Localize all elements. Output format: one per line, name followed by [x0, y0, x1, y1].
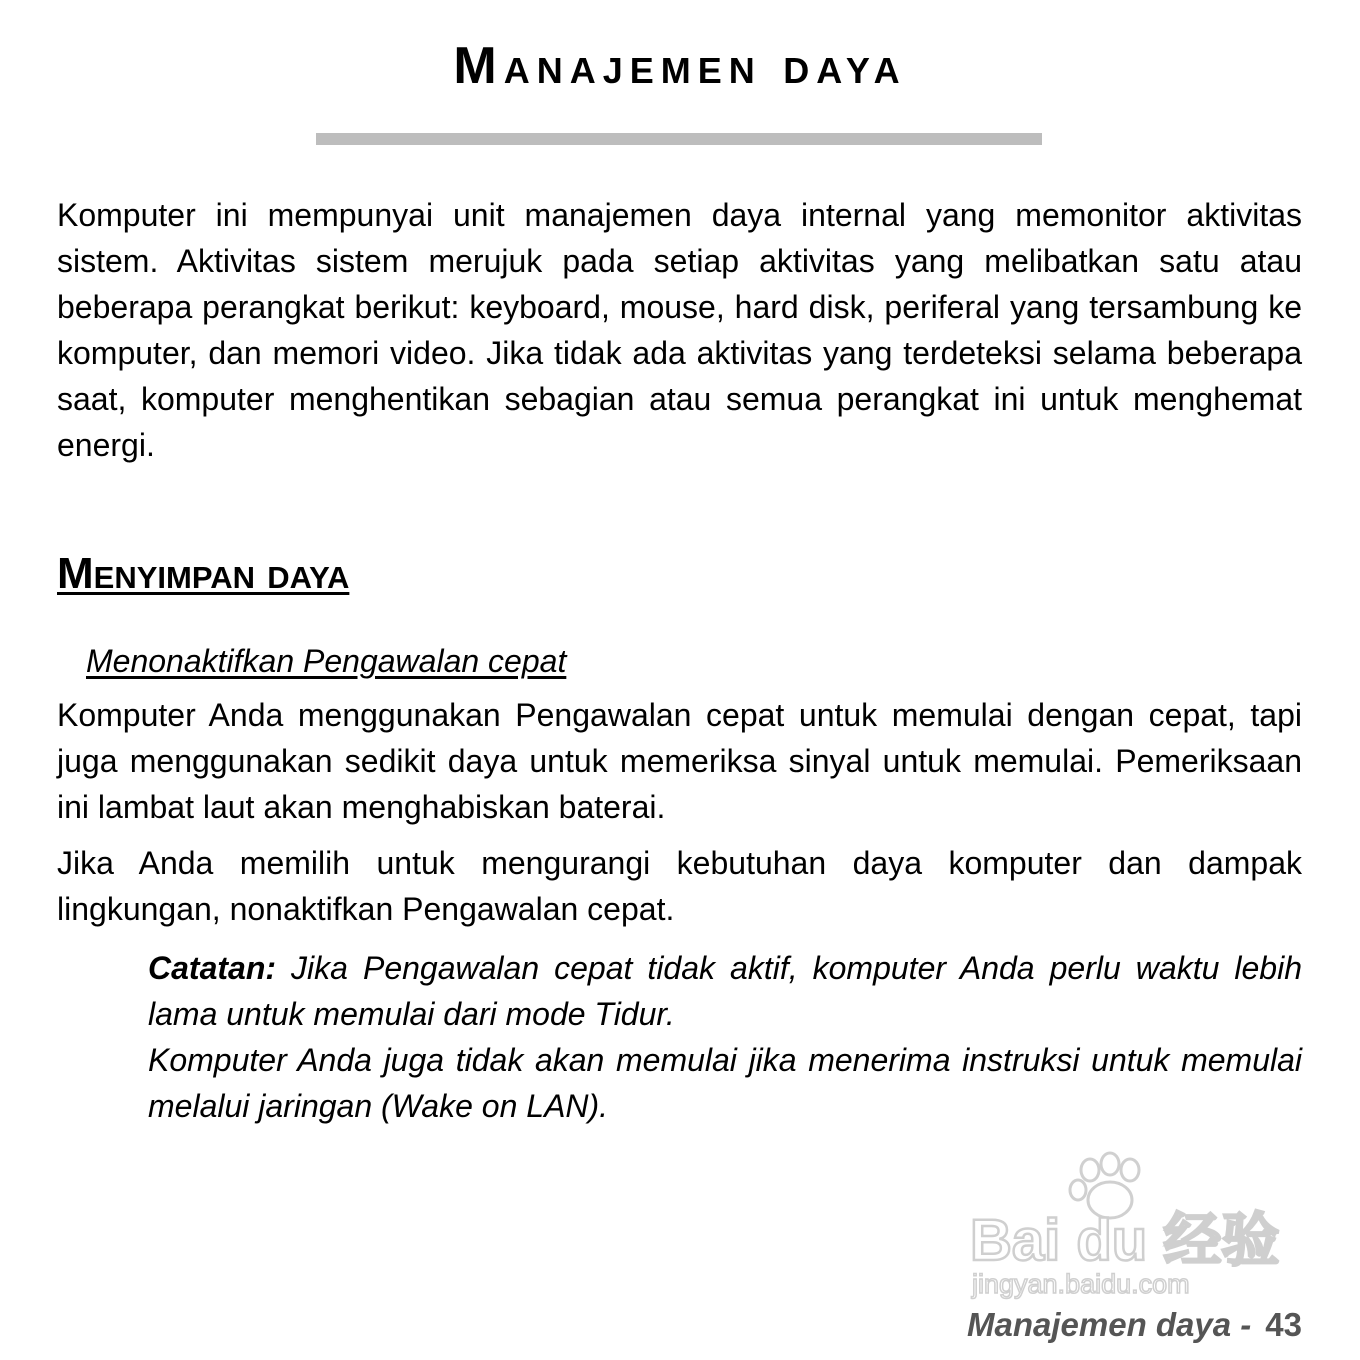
note-label: Catatan:: [148, 950, 277, 986]
paw-icon: [1070, 1153, 1139, 1218]
section-heading: Menyimpan daya: [57, 549, 350, 598]
page-title: Manajemen daya: [453, 37, 907, 95]
intro-paragraph: Komputer ini mempunyai unit manajemen daya internal yang memonitor aktivitas sistem. Aktivitas sistem merujuk pada setiap aktivitas yang melibatkan satu atau beberapa perangkat berikut: keyboard, mouse, hard disk, periferal yang tersambung ke komputer, dan memori video. Jika tidak ada aktivitas yang terdeteksi selama beberapa saat, komputer menghentikan sebagian atau semua perangkat ini untuk menghemat energi.: [57, 197, 1302, 463]
note-text-2: Komputer Anda juga tidak akan memulai jika menerima instruksi untuk memulai melalui jaringan (Wake on LAN).: [148, 1042, 1302, 1124]
watermark-brand: Bai du 经验: [970, 1208, 1280, 1273]
note-text-1: Jika Pengawalan cepat tidak aktif, komputer Anda perlu waktu lebih lama untuk memulai dari mode Tidur.: [148, 950, 1303, 1032]
note-block: [148, 945, 1302, 1129]
title-underline-rule: [316, 133, 1042, 145]
page-footer: [967, 1305, 1302, 1345]
paragraph-fast-startup: Komputer Anda menggunakan Pengawalan cepat untuk memulai dengan cepat, tapi juga menggunakan sedikit daya untuk memeriksa sinyal untuk memulai. Pemeriksaan ini lambat laut akan menghabiskan baterai.: [57, 697, 1302, 825]
paragraph-disable-fast-startup: Jika Anda memilih untuk mengurangi kebutuhan daya komputer dan dampak lingkungan, nonaktifkan Pengawalan cepat.: [57, 845, 1302, 927]
page-number: 43: [1265, 1306, 1302, 1343]
baidu-watermark: [960, 1150, 1280, 1310]
footer-chapter: Manajemen daya -: [967, 1306, 1252, 1343]
subsection-heading: Menonaktifkan Pengawalan cepat: [86, 643, 567, 679]
watermark-url: jingyan.baidu.com: [972, 1269, 1190, 1299]
